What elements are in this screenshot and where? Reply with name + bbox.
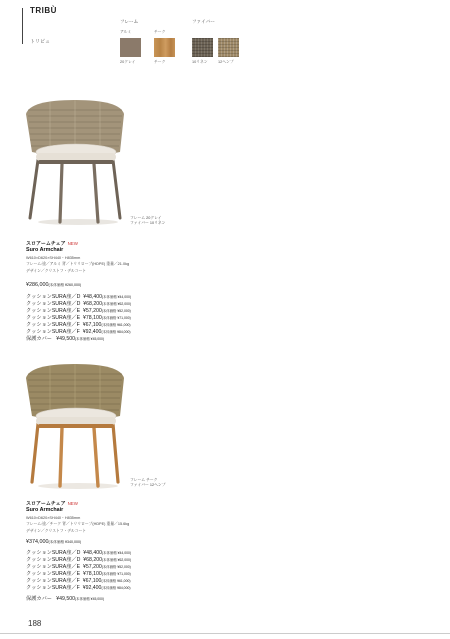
cover-price-value: ¥49,500	[56, 336, 76, 342]
option-name: クッションSURA座／E	[26, 308, 81, 315]
product-title	[26, 240, 78, 247]
product-image-chair-teak	[20, 360, 130, 490]
cover-price	[26, 336, 104, 343]
option-row	[26, 585, 131, 592]
option-tax: (本体価格 ¥61,000)	[101, 579, 131, 584]
option-price-list	[26, 294, 131, 337]
option-price: ¥78,100	[82, 315, 102, 322]
option-tax: (本体価格 ¥52,000)	[101, 565, 131, 570]
option-price: ¥92,400	[82, 585, 102, 592]
option-name: クッションSURA座／E	[26, 564, 81, 571]
option-name: クッションSURA座／D	[26, 294, 81, 300]
option-tax: (本体価格 ¥44,000)	[102, 551, 132, 555]
product-name-en: Suro Armchair	[26, 247, 64, 253]
option-tax: (本体価格 ¥84,000)	[101, 586, 131, 591]
option-price-list	[26, 550, 131, 593]
option-tax: (本体価格 ¥71,000)	[101, 572, 131, 577]
option-price: ¥48,400	[83, 294, 103, 300]
product-designer: デザイン／クリストフ・デルコート	[26, 528, 87, 533]
swatch-hemp	[218, 38, 239, 57]
swatch-top-label: アルミ	[120, 30, 132, 34]
option-name: クッションSURA座／D	[26, 550, 81, 556]
option-name: クッションSURA座／F	[26, 578, 80, 585]
swatch-caption: 10リネン	[192, 60, 208, 64]
product-price	[26, 539, 81, 545]
option-tax: (本体価格 ¥71,000)	[101, 316, 131, 321]
brand-title: TRIBÙ	[30, 6, 57, 15]
image-note	[130, 216, 165, 226]
price-tax: (本体価格 ¥260,000)	[48, 283, 82, 287]
swatch-linen	[192, 38, 213, 57]
product-dimensions: W610×D620×SH440・H835mm	[26, 256, 81, 260]
option-price: ¥68,200	[83, 301, 103, 308]
option-tax: (本体価格 ¥52,000)	[101, 309, 131, 314]
option-price: ¥78,100	[82, 571, 102, 578]
cover-label: 保護カバー	[26, 596, 52, 602]
option-tax: (本体価格 ¥62,000)	[102, 302, 132, 307]
product-spec	[26, 255, 129, 274]
image-note-frame: フレーム チーク	[130, 478, 158, 482]
option-tax: (本体価格 ¥84,000)	[101, 330, 131, 335]
option-price: ¥57,200	[82, 564, 102, 571]
option-price: ¥92,400	[82, 329, 102, 336]
image-note	[130, 478, 166, 488]
product-title-text: スロアームチェア	[26, 501, 66, 507]
brand-subtitle: トリビュ	[30, 39, 51, 45]
image-note-fiber: ファイバー 10リネン	[130, 221, 166, 225]
cover-price-tax: (本体価格 ¥45,000)	[75, 597, 105, 601]
cover-price-value: ¥49,500	[56, 596, 76, 602]
option-price: ¥57,200	[82, 308, 102, 315]
new-badge: NEW	[67, 501, 78, 506]
option-name: クッションSURA座／D	[26, 301, 81, 308]
product-material: フレーム:塗／チーク 背／トリリロープ(HDPE) 重量／15.6kg	[26, 522, 130, 527]
image-note-frame: フレーム 20クレイ	[130, 216, 162, 220]
image-note-fiber: ファイバー 12ヘンプ	[130, 483, 166, 487]
option-name: クッションSURA座／F	[26, 329, 80, 336]
option-price: ¥67,100	[82, 578, 102, 585]
option-name: クッションSURA座／E	[26, 571, 81, 578]
product-dimensions: W610×D620×SH440・H835mm	[26, 516, 81, 520]
product-designer: デザイン／クリストフ・デルコート	[26, 268, 87, 273]
product-price	[26, 282, 81, 288]
page-number: 188	[28, 619, 42, 628]
product-material: フレーム:塗／アルミ 背／トリリロープ(HDPE) 重量／21.0kg	[26, 262, 130, 267]
option-tax: (本体価格 ¥44,000)	[102, 295, 132, 299]
product-title-text: スロアームチェア	[26, 241, 66, 247]
frame-group-label: フレーム	[120, 19, 139, 24]
swatch-caption: 12ヘンプ	[218, 60, 234, 64]
option-tax: (本体価格 ¥62,000)	[102, 558, 132, 563]
product-spec	[26, 515, 129, 534]
product-name-en: Suro Armchair	[26, 507, 64, 513]
brand-divider	[22, 8, 23, 44]
cover-label: 保護カバー	[26, 336, 52, 342]
price-value: ¥286,000	[26, 282, 49, 288]
swatch-clay	[120, 38, 141, 57]
option-name: クッションSURA座／F	[26, 585, 80, 592]
option-name: クッションSURA座／D	[26, 557, 81, 564]
option-price: ¥48,400	[83, 550, 103, 556]
bottom-rule	[0, 633, 450, 634]
option-price: ¥67,100	[82, 322, 102, 329]
swatch-teak	[154, 38, 175, 57]
cover-price-tax: (本体価格 ¥45,000)	[75, 337, 105, 341]
cover-price	[26, 596, 104, 603]
swatch-top-label: チーク	[154, 30, 166, 34]
fiber-group-label: ファイバー	[192, 19, 215, 24]
price-tax: (本体価格 ¥340,000)	[48, 540, 82, 544]
option-name: クッションSURA座／E	[26, 315, 81, 322]
product-image-chair-aluminium	[20, 96, 130, 226]
option-name: クッションSURA座／F	[26, 322, 80, 329]
new-badge: NEW	[67, 241, 78, 246]
price-value: ¥374,000	[26, 539, 49, 545]
option-tax: (本体価格 ¥61,000)	[101, 323, 131, 328]
swatch-caption: チーク	[154, 60, 166, 64]
option-price: ¥68,200	[83, 557, 103, 564]
swatch-caption: 20クレイ	[120, 60, 136, 64]
product-title	[26, 500, 78, 507]
